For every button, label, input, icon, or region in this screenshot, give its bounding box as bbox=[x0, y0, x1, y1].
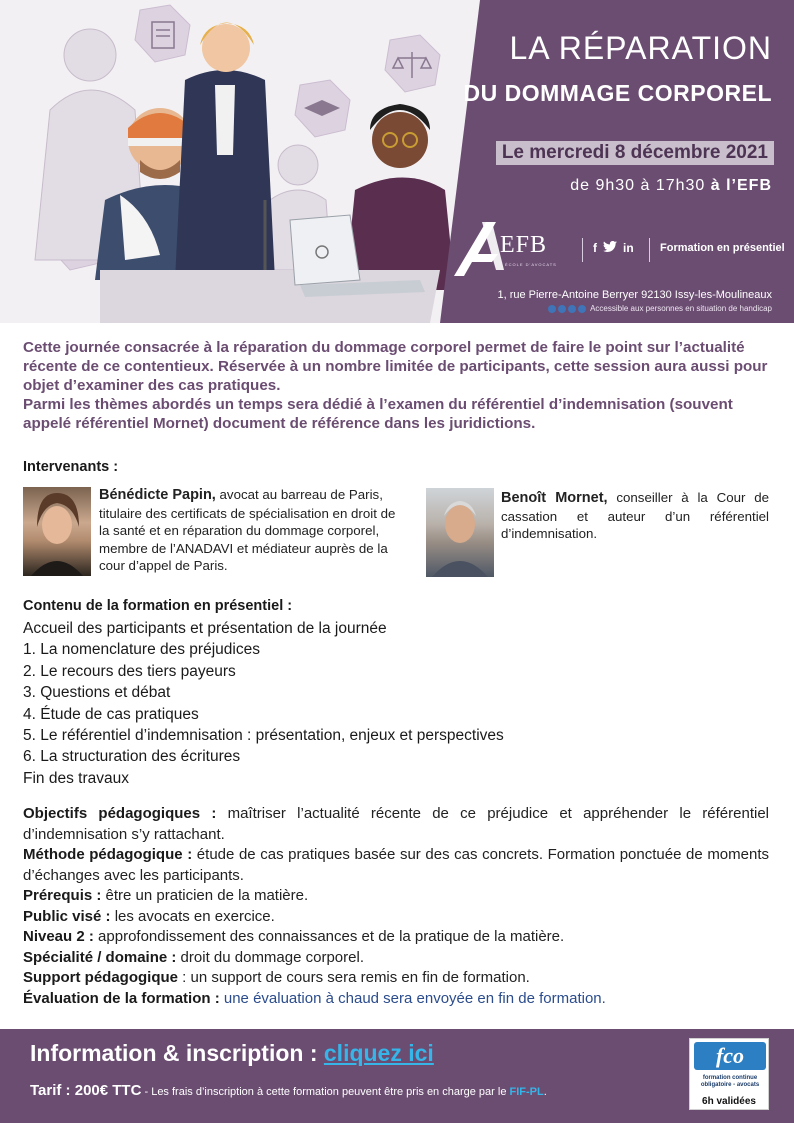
speaker-bio-mornet: Benoît Mornet, conseiller à la Cour de cassation et auteur d’un référentiel d’indemnisation. bbox=[501, 490, 769, 541]
info-support: Support pédagogique : un support de cours sera remis en fin de formation. bbox=[23, 969, 530, 986]
course-details bbox=[23, 804, 769, 1009]
info-level: Niveau 2 : approfondissement des connaissances et de la pratique de la matière. bbox=[23, 928, 565, 945]
fco-subtitle: formation continue obligatoire - avocats bbox=[700, 1075, 760, 1088]
intro-text bbox=[23, 338, 775, 433]
info-prerequisites: Prérequis : être un praticien de la matière. bbox=[23, 887, 309, 904]
registration-title: Information & inscription : cliquez ici bbox=[30, 1040, 434, 1066]
logo-text: EFB bbox=[500, 232, 548, 258]
programme-heading: Contenu de la formation en présentiel : bbox=[23, 598, 293, 614]
speaker-bio-papin: Bénédicte Papin, avocat au barreau de Paris, titulaire des certificats de spécialisation en droit de la santé et en réparation du dommage corporel, membre de l’ANADAVI et médiateur auprès de la cour d’appel de Paris. bbox=[99, 487, 396, 573]
register-link[interactable]: cliquez ici bbox=[323, 1040, 434, 1066]
event-date: Le mercredi 8 décembre 2021 bbox=[496, 141, 774, 165]
accessibility-note: Accessible aux personnes en situation de handicap bbox=[548, 304, 772, 313]
header-banner bbox=[0, 0, 794, 323]
fifpl-link[interactable]: FIF-PL bbox=[509, 1086, 544, 1098]
programme-item: 3. Questions et débat bbox=[23, 684, 171, 702]
info-method: Méthode pédagogique : étude de cas pratiques basée sur des cas concrets. Formation ponctuée de moments d’échanges avec les participants. bbox=[23, 846, 769, 884]
linkedin-icon[interactable]: in bbox=[623, 241, 634, 255]
speaker-photo-papin bbox=[23, 487, 91, 576]
fco-logo-icon: fco bbox=[694, 1042, 766, 1070]
event-time: de 9h30 à 17h30 à l’EFB bbox=[570, 177, 772, 194]
programme-item: 2. Le recours des tiers payeurs bbox=[23, 662, 236, 680]
info-audience: Public visé : les avocats en exercice. bbox=[23, 907, 275, 925]
programme-item: 5. Le référentiel d’indemnisation : présentation, enjeux et perspectives bbox=[23, 727, 504, 745]
price: Tarif : 200€ TTC bbox=[30, 1082, 142, 1099]
speaker-photo-mornet bbox=[426, 488, 494, 577]
twitter-icon[interactable] bbox=[603, 241, 617, 255]
divider bbox=[649, 238, 650, 262]
speaker-name: Benoît Mornet, bbox=[501, 490, 608, 506]
programme-list bbox=[23, 618, 504, 789]
divider bbox=[582, 238, 583, 262]
logo-subtitle: ÉCOLE D'AVOCATS bbox=[505, 262, 557, 267]
address: 1, rue Pierre-Antoine Berryer 92130 Issy-les-Moulineaux bbox=[497, 289, 772, 301]
fco-badge bbox=[689, 1038, 769, 1110]
event-title-line1: LA RÉPARATION bbox=[509, 30, 772, 66]
info-specialty: Spécialité / domaine : droit du dommage corporel. bbox=[23, 948, 364, 966]
speaker-name: Bénédicte Papin, bbox=[99, 487, 216, 503]
facebook-icon[interactable]: f bbox=[593, 241, 597, 255]
info-evaluation: Évaluation de la formation : une évaluation à chaud sera envoyée en fin de formation. bbox=[23, 989, 606, 1007]
info-objectives: Objectifs pédagogiques : maîtriser l’actualité récente de ce préjudice et appréhender le référentiel d’indemnisation s’y rattachant. bbox=[23, 805, 770, 843]
programme-item: 4. Étude de cas pratiques bbox=[23, 705, 199, 723]
illustration bbox=[0, 0, 470, 323]
programme-item: 6. La structuration des écritures bbox=[23, 748, 241, 766]
programme-item: Accueil des participants et présentation de la journée bbox=[23, 620, 387, 637]
event-title-line2: DU DOMMAGE CORPOREL bbox=[463, 80, 772, 106]
programme-item: Fin des travaux bbox=[23, 769, 129, 787]
format-label: Formation en présentiel bbox=[660, 242, 785, 254]
speakers-heading: Intervenants : bbox=[23, 459, 119, 475]
footer-banner bbox=[0, 1029, 794, 1123]
social-links bbox=[593, 241, 634, 255]
price-line: Tarif : 200€ TTC - Les frais d’inscription à cette formation peuvent être pris en charge par le FIF-PL. bbox=[30, 1082, 547, 1099]
validated-hours: 6h validées bbox=[702, 1096, 756, 1107]
accessibility-icon bbox=[548, 305, 586, 313]
intro-paragraph: Parmi les thèmes abordés un temps sera dédié à l’examen du référentiel d’indemnisation (souvent appelé référentiel Mornet) document de référence dans les juridictions. bbox=[23, 396, 733, 432]
programme-item: 1. La nomenclature des préjudices bbox=[23, 641, 260, 659]
intro-paragraph: Cette journée consacrée à la réparation du dommage corporel permet de faire le point sur l’actualité récente de ce contentieux. Réservée à un nombre limitée de participants, cette session aura aussi pour objet d’examiner des cas pratiques. bbox=[23, 339, 768, 394]
